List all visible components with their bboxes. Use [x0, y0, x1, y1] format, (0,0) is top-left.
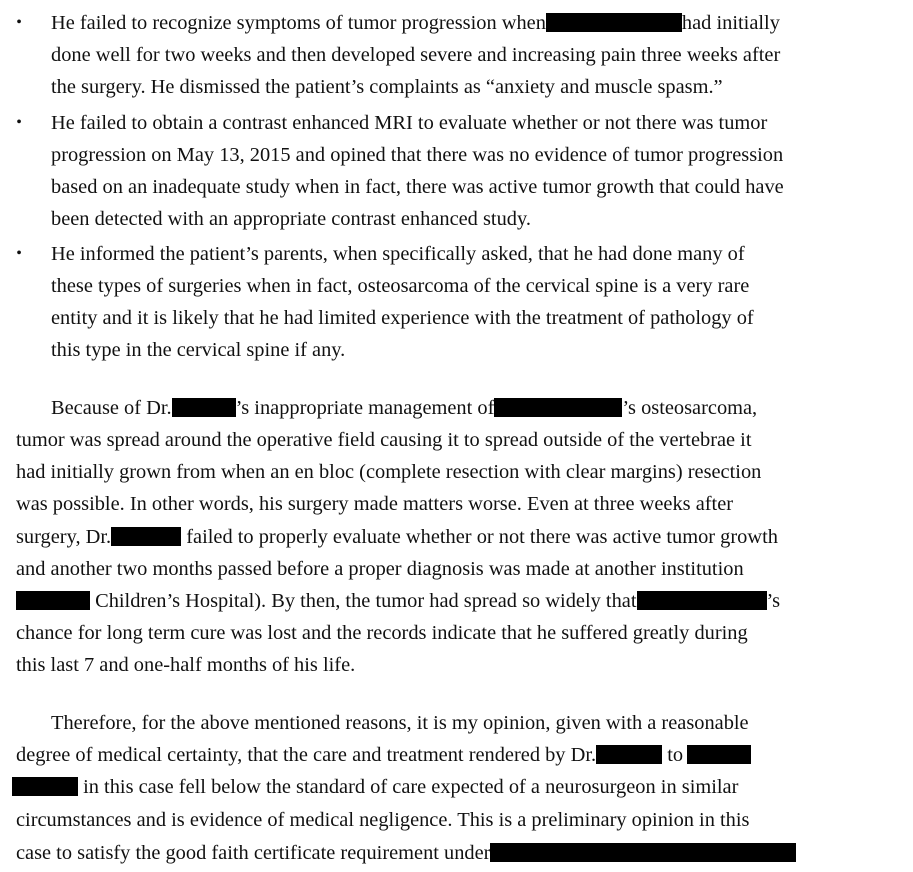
text-line: entity and it is likely that he had limited experience with the treatment of pathology of	[51, 307, 754, 329]
text-line: circumstances and is evidence of medical negligence. This is a preliminary opinion in this	[16, 809, 750, 831]
text-line: was possible. In other words, his surgery made matters worse. Even at three weeks after	[16, 493, 734, 515]
text-line: these types of surgeries when in fact, osteosarcoma of the cervical spine is a very rare	[51, 275, 750, 297]
bullet-marker: •	[16, 14, 22, 31]
redaction-bar	[111, 527, 181, 546]
redaction-bar	[546, 13, 682, 32]
text-line: chance for long term cure was lost and the records indicate that he suffered greatly during	[16, 622, 748, 644]
redaction-bar	[12, 777, 78, 796]
redaction-bar	[490, 843, 796, 862]
redaction-bar	[596, 745, 662, 764]
text-line: done well for two weeks and then developed severe and increasing pain three weeks after	[51, 44, 781, 66]
text-line: He failed to obtain a contrast enhanced MRI to evaluate whether or not there was tumor	[51, 112, 768, 134]
text-line: based on an inadequate study when in fact, there was active tumor growth that could have	[51, 176, 784, 198]
text-line: had initially grown from when an en bloc (complete resection with clear margins) resection	[16, 461, 762, 483]
text-line: this type in the cervical spine if any.	[51, 339, 346, 361]
text-line: been detected with an appropriate contrast enhanced study.	[51, 208, 531, 230]
text-line: case to satisfy the good faith certificate requirement under	[16, 841, 796, 865]
redaction-bar	[687, 745, 751, 764]
text-line: this last 7 and one-half months of his life.	[16, 654, 356, 676]
text-line: surgery, Dr. failed to properly evaluate whether or not there was active tumor growth	[16, 526, 778, 548]
text-line: tumor was spread around the operative field causing it to spread outside of the vertebrae it	[16, 429, 752, 451]
text-line: in this case fell below the standard of care expected of a neurosurgeon in similar	[12, 775, 738, 799]
text-line: progression on May 13, 2015 and opined that there was no evidence of tumor progression	[51, 144, 784, 166]
redaction-bar	[494, 398, 622, 417]
text-line: He informed the patient’s parents, when specifically asked, that he had done many of	[51, 243, 745, 265]
text-line: degree of medical certainty, that the care and treatment rendered by Dr. to	[16, 743, 751, 767]
redaction-bar	[16, 591, 90, 610]
text-line: and another two months passed before a proper diagnosis was made at another institution	[16, 558, 744, 580]
text-line: Children’s Hospital). By then, the tumor had spread so widely that ’s	[16, 589, 780, 613]
bullet-marker: •	[16, 245, 22, 262]
redaction-bar	[637, 591, 767, 610]
bullet-marker: •	[16, 114, 22, 131]
redaction-bar	[172, 398, 236, 417]
text-line: Because of Dr. ’s inappropriate management of ’s osteosarcoma,	[51, 397, 758, 419]
text-line: He failed to recognize symptoms of tumor progression when had initially	[51, 12, 780, 34]
text-line: Therefore, for the above mentioned reasons, it is my opinion, given with a reasonable	[51, 712, 749, 734]
text-line: the surgery. He dismissed the patient’s complaints as “anxiety and muscle spasm.”	[51, 76, 723, 98]
